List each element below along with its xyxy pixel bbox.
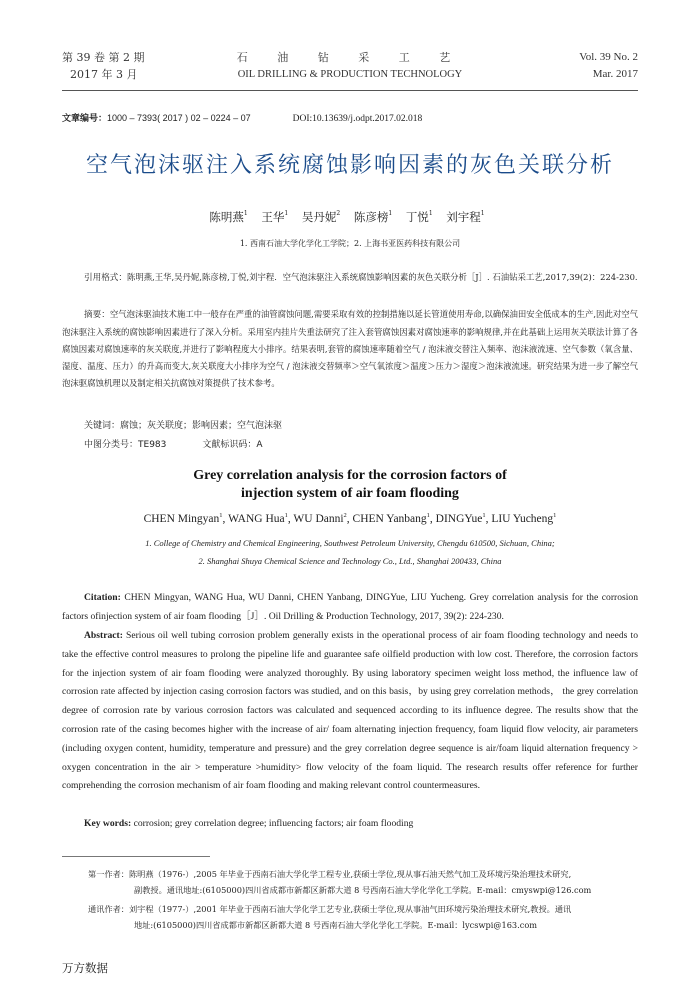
abstract-cn xyxy=(62,306,638,392)
header-volume-en: Vol. 39 No. 2 xyxy=(579,51,638,63)
author-cn: 陈彦榜 xyxy=(353,210,389,224)
abstract-en-label: Abstract: xyxy=(84,630,123,641)
affiliation-en-1: 1. College of Chemistry and Chemical Engineering, Southwest Petroleum University, Chengdu 610500, Sichuan, China; xyxy=(145,538,555,548)
author-en: CHEN Yanbang xyxy=(352,512,427,525)
author-en-sup: 1 xyxy=(482,512,486,519)
keywords-en-text: corrosion; grey correlation degree; influencing factors; air foam flooding xyxy=(133,818,414,829)
author-en-sup: 2 xyxy=(343,512,347,519)
author-en: WANG Hua xyxy=(228,512,285,525)
classification-cn xyxy=(84,437,263,450)
citation-cn-label: 引用格式： xyxy=(84,273,127,283)
author-en: WU Danni xyxy=(293,512,344,525)
author-cn: 陈明燕 xyxy=(209,210,244,224)
author-en-sup: 1 xyxy=(553,512,557,519)
header-volume-cn: 第 39 卷 第 2 期 xyxy=(62,51,145,64)
title-cn: 空气泡沫驱注入系统腐蚀影响因素的灰色关联分析 xyxy=(85,153,614,178)
first-author-line1: 陈明燕（1976-）,2005 年毕业于西南石油大学化学工程专业,获硕士学位,现从事石油天然气加工及环境污染治理技术研究, xyxy=(128,869,572,879)
corresponding-line2: 地址:(6105000)四川省成都市新都区新都大道 8 号西南石油大学化学化工学院。E-mail：lycswpi@163.com xyxy=(134,919,538,930)
author-en: DINGYue xyxy=(435,512,483,525)
corresponding-label: 通讯作者： xyxy=(88,904,129,914)
author-cn: 丁悦 xyxy=(405,210,429,224)
title-en-line1: Grey correlation analysis for the corrosion factors of xyxy=(193,468,507,483)
title-en xyxy=(0,467,700,503)
first-author-label: 第一作者： xyxy=(88,869,129,879)
author-en-sup: 1 xyxy=(284,512,288,519)
author-cn: 王华 xyxy=(261,210,285,224)
author-en: LIU Yucheng xyxy=(491,512,554,525)
author-cn-sup: 2 xyxy=(336,210,341,217)
keywords-cn-text: 腐蚀；灰关联度；影响因素；空气泡沫驱 xyxy=(120,421,283,431)
journal-name-cn: 石 油 钻 采 工 艺 xyxy=(236,51,464,64)
abstract-en xyxy=(62,627,638,796)
author-cn: 吴丹妮 xyxy=(301,210,337,224)
citation-en-label: Citation: xyxy=(84,592,121,603)
abstract-cn-label: 摘要： xyxy=(84,310,110,320)
abstract-en-text: Serious oil well tubing corrosion problem generally exists in the operational process of air foam flooding technology and needs to take the effective control measures to prolong the pipeline life and guarantee safe oilfield production with low cost. Therefore, the corrosion factors for the injection system of air foam flooding were analyzed thoroughly. By using laboratory specimen weight loss method, the influence law of corrosion rate affected by injection casing corrosion factors was studied, and on this basis，by using grey correlation methods， the grey correlation degree of corrosion rate by various corrosion factors was calculated and sequenced according to its influence degree. The results show that the corrosion rate of the casing becomes higher with the increase of air/ foam alternating injection frequency, foam liquid flow velocity, air parameters (including oxygen content, humidity, temperature and pressure) and the grey correlation degree sequence is air/foam liquid alternation frequency > oxygen concentration in the air > temperature >humidity> flow velocity of the foam liquid. The research results offer reference for further comprehending the corrosion mechanism of air foam flooding and making relevant control countermeasures. xyxy=(62,630,638,792)
author-cn: 刘宇程 xyxy=(446,210,481,224)
keywords-cn xyxy=(84,418,282,431)
article-number-label: 文章编号： xyxy=(62,113,108,123)
keywords-en-label: Key words: xyxy=(84,818,132,829)
footnote-first-author xyxy=(88,867,638,898)
footnote-rule xyxy=(62,856,210,857)
author-en-sup: 1 xyxy=(219,512,223,519)
clc-label: 中图分类号： xyxy=(84,440,139,450)
header-issue-en xyxy=(579,49,638,83)
abstract-cn-text: 空气泡沫驱油技术施工中一般存在严重的油管腐蚀问题,需要采取有效的控制措施以延长管道使用寿命,以确保油田安全低成本的生产,因此对空气泡沫驱注入系统的腐蚀影响因素进行了深入分析。采用室内挂片失重法研究了注入套管腐蚀因素对腐蚀速率的影响规律,并在此基础上运用灰关联法计算了各腐蚀因素对腐蚀速率的灰关联度,并进行了影响程度大小排序。结果表明,套管的腐蚀速率随着空气 / 泡沫液交替注入频率、泡沫液流速、空气参数（氧含量、湿度、温度、压力）的升高而变大,灰关联度大小排序为空气 / 泡沫液交替频率＞空气氧浓度＞温度＞压力＞湿度＞泡沫液流速。研究结果为进一步了解空气泡沫驱腐蚀机理以及制定相关抗腐蚀对策提供了技术参考。 xyxy=(62,309,638,388)
doc-code-value: A xyxy=(256,440,263,450)
citation-en xyxy=(62,589,638,627)
doc-code-label: 文献标识码： xyxy=(202,440,257,450)
corresponding-line1: 刘宇程（1977-）,2001 年毕业于西南石油大学化学工艺专业,获硕士学位,现从事油气田环境污染治理技术研究,教授。通讯 xyxy=(128,904,572,914)
header-rule xyxy=(62,90,638,91)
first-author-line2: 副教授。通讯地址:(6105000)四川省成都市新都区新都大道 8 号西南石油大学化学化工学院。E-mail：cmyswpi@126.com xyxy=(134,884,592,895)
author-cn-sup: 1 xyxy=(480,210,485,217)
author-cn-sup: 1 xyxy=(388,210,393,217)
article-number xyxy=(62,111,422,124)
authors-cn xyxy=(0,209,700,225)
article-number-value: 1000 – 7393( 2017 ) 02 – 0224 – 07 xyxy=(107,113,251,123)
header-date-en: Mar. 2017 xyxy=(592,68,638,80)
citation-en-text: CHEN Mingyan, WANG Hua, WU Danni, CHEN Yanbang, DINGYue, LIU Yucheng. Grey correlation analysis for the corrosion factors ofinjection system of air foam flooding［J］. Oil Drilling & Production Technology, 2017, 39(2): 224-230. xyxy=(62,592,638,622)
journal-name-en: OIL DRILLING & PRODUCTION TECHNOLOGY xyxy=(237,69,463,80)
keywords-cn-label: 关键词： xyxy=(84,421,121,431)
author-en: CHEN Mingyan xyxy=(143,512,220,525)
author-cn-sup: 1 xyxy=(428,210,433,217)
citation-cn xyxy=(62,269,638,287)
author-cn-sup: 1 xyxy=(284,210,289,217)
keywords-en xyxy=(62,815,638,834)
affiliation-en-2: 2. Shanghai Shuya Chemical Science and Technology Co., Ltd., Shanghai 200433, China xyxy=(198,556,502,566)
citation-cn-text: 陈明燕,王华,吴丹妮,陈彦榜,丁悦,刘宇程．空气泡沫驱注入系统腐蚀影响因素的灰色关联分析［J］. 石油钻采工艺,2017,39(2)：224-230. xyxy=(126,272,638,282)
footnote-corresponding-author xyxy=(88,902,638,933)
clc-value: TE983 xyxy=(138,440,167,450)
header-date-cn: 2017 年 3 月 xyxy=(70,68,138,81)
author-en-sup: 1 xyxy=(426,512,430,519)
author-cn-sup: 1 xyxy=(243,210,248,217)
article-doi: DOI:10.13639/j.odpt.2017.02.018 xyxy=(292,114,423,124)
affiliation-cn: 1. 西南石油大学化学化工学院；2. 上海书亚医药科技有限公司 xyxy=(239,239,461,248)
footer-watermark: 万方数据 xyxy=(62,961,108,975)
title-en-line2: injection system of air foam flooding xyxy=(241,486,459,501)
authors-en: CHEN Mingyan$^1$, WANG Hua$^1$, WU Danni$^2$, CHEN Yanbang$^1$, DINGYue$^1$, LIU Yucheng$^1$ xyxy=(143,512,557,525)
